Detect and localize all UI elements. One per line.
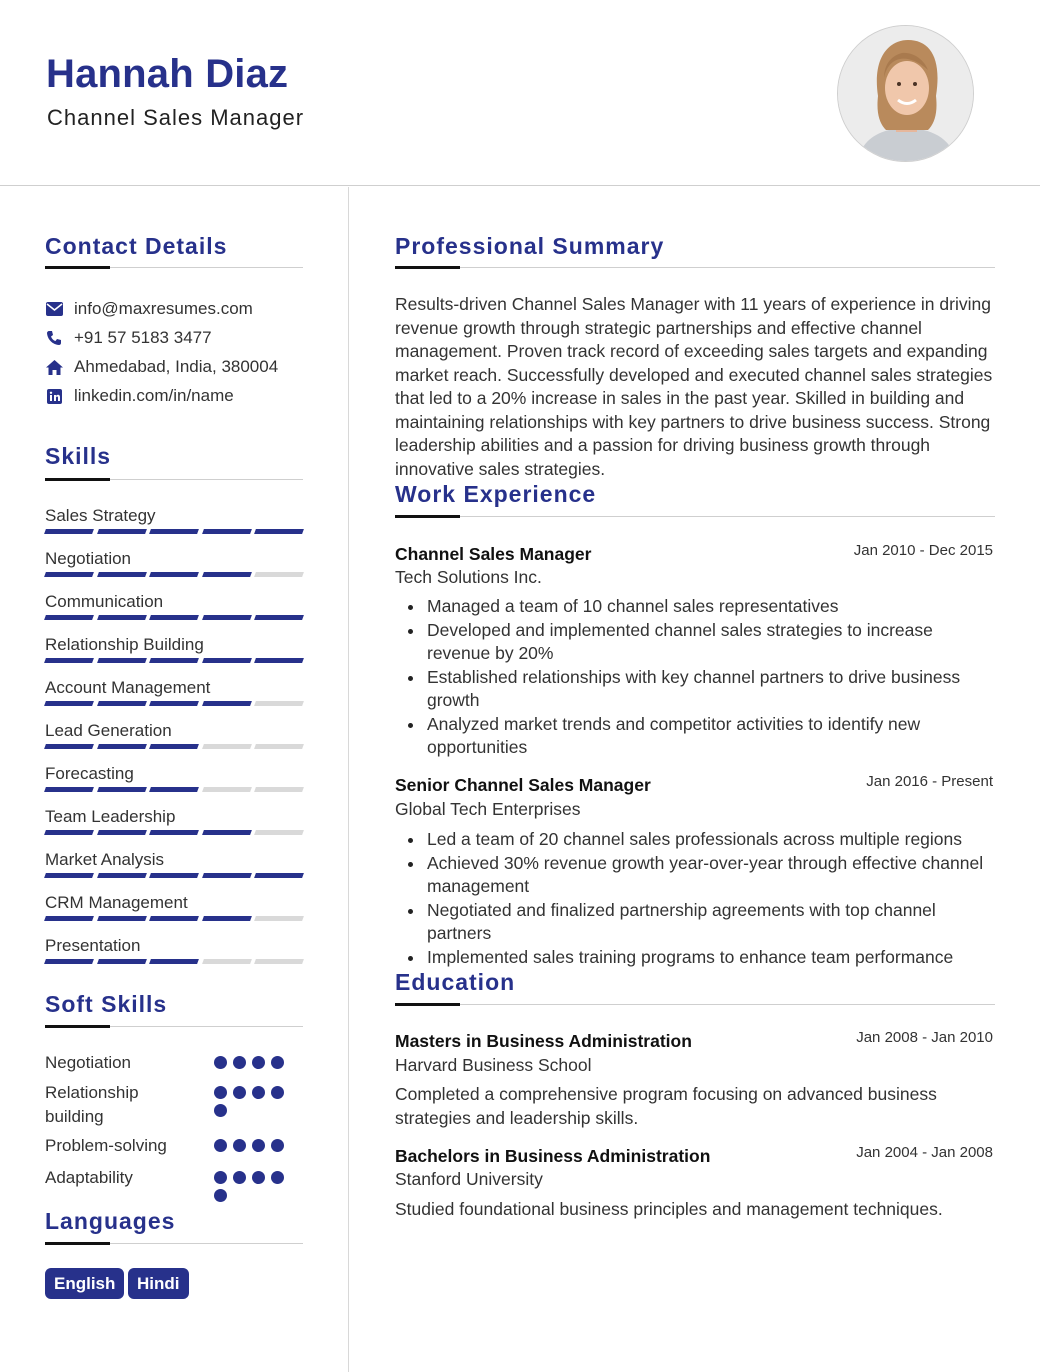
job-bullet: Managed a team of 10 channel sales representatives <box>427 595 997 619</box>
job-bullet: Established relationships with key channel partners to drive business growth <box>427 666 997 713</box>
rating-dot <box>271 1056 284 1069</box>
education-rule <box>395 1004 995 1005</box>
job-title: Channel Sales Manager <box>395 544 592 564</box>
edu-date: Jan 2004 - Jan 2008 <box>856 1144 993 1161</box>
skill-label: Sales Strategy <box>45 506 156 525</box>
skill-level-segment <box>44 744 93 749</box>
soft-skills-accent <box>45 1025 110 1028</box>
soft-skill-rating <box>214 1086 286 1117</box>
skill-level-bar <box>45 873 303 878</box>
skill-level-segment <box>44 658 93 663</box>
skill-level-segment <box>44 959 93 964</box>
skill-level-segment <box>202 701 251 706</box>
skill-level-bar <box>45 658 303 663</box>
soft-skills-section-title: Soft Skills <box>45 991 168 1017</box>
work-rule <box>395 516 995 517</box>
skill-label: Lead Generation <box>45 721 172 740</box>
contact-phone[interactable] <box>45 328 212 348</box>
rating-dot <box>214 1086 227 1099</box>
job-bullet: Negotiated and finalized partnership agreements with top channel partners <box>427 899 997 946</box>
skill-level-segment <box>202 873 251 878</box>
skill-level-segment <box>254 744 303 749</box>
skill-level-segment <box>149 959 198 964</box>
language-badge-hindi: Hindi <box>128 1268 189 1299</box>
skill-label: Negotiation <box>45 549 132 568</box>
edu-description: Studied foundational business principles and management techniques. <box>395 1199 943 1219</box>
soft-skill-label: Negotiation <box>45 1053 132 1072</box>
job-bullet: Implemented sales training programs to enhance team performance <box>427 946 997 970</box>
soft-skill-rating <box>214 1139 286 1152</box>
summary-rule <box>395 267 995 268</box>
skill-level-segment <box>44 529 93 534</box>
job-bullet: Led a team of 20 channel sales professionals across multiple regions <box>427 828 997 852</box>
rating-dot <box>252 1139 265 1152</box>
skill-level-segment <box>202 529 251 534</box>
contact-email-text: info@maxresumes.com <box>74 299 253 318</box>
skill-level-segment <box>202 744 251 749</box>
envelope-icon <box>45 300 63 318</box>
soft-skill-label: Problem-solving <box>45 1136 167 1155</box>
skill-level-segment <box>254 873 303 878</box>
education-section-title: Education <box>395 969 516 995</box>
column-divider <box>348 187 349 1372</box>
skill-level-bar <box>45 787 303 792</box>
skill-item <box>45 892 303 921</box>
skill-level-segment <box>149 830 198 835</box>
skill-level-segment <box>149 744 198 749</box>
skill-level-segment <box>44 916 93 921</box>
skill-level-segment <box>44 873 93 878</box>
edu-school: Stanford University <box>395 1169 543 1189</box>
skill-level-segment <box>44 701 93 706</box>
job-company: Global Tech Enterprises <box>395 799 581 819</box>
job-date: Jan 2010 - Dec 2015 <box>853 542 993 559</box>
skill-level-segment <box>97 916 146 921</box>
skill-level-bar <box>45 572 303 577</box>
rating-dot <box>233 1139 246 1152</box>
rating-dot <box>271 1086 284 1099</box>
skill-level-segment <box>149 873 198 878</box>
edu-degree: Masters in Business Administration <box>395 1031 692 1051</box>
skill-label: Team Leadership <box>45 807 176 826</box>
soft-skill-label: Relationship building <box>45 1083 139 1126</box>
phone-icon <box>45 329 63 347</box>
skill-level-segment <box>254 830 303 835</box>
job-bullet: Analyzed market trends and competitor activities to identify new opportunities <box>427 713 997 760</box>
rating-dot <box>271 1139 284 1152</box>
skill-level-bar <box>45 701 303 706</box>
skill-item <box>45 505 303 534</box>
profile-photo <box>837 25 974 162</box>
rating-dot <box>214 1056 227 1069</box>
summary-accent <box>395 266 460 269</box>
skill-level-segment <box>202 830 251 835</box>
job-date: Jan 2016 - Present <box>866 773 993 790</box>
rating-dot <box>252 1056 265 1069</box>
skill-item <box>45 591 303 620</box>
edu-degree: Bachelors in Business Administration <box>395 1146 711 1166</box>
skill-level-segment <box>254 572 303 577</box>
education-accent <box>395 1003 460 1006</box>
job-company: Tech Solutions Inc. <box>395 567 542 587</box>
skill-label: Presentation <box>45 936 141 955</box>
skill-item <box>45 935 303 964</box>
skill-level-segment <box>149 658 198 663</box>
rating-dot <box>252 1171 265 1184</box>
rating-dot <box>233 1171 246 1184</box>
skill-level-bar <box>45 615 303 620</box>
skill-item <box>45 763 303 792</box>
skill-level-segment <box>149 615 198 620</box>
edu-description: Completed a comprehensive program focusing on advanced business strategies and leadership skills. <box>395 1084 937 1128</box>
rating-dot <box>252 1086 265 1099</box>
contact-address-text: Ahmedabad, India, 380004 <box>74 357 279 376</box>
skill-level-segment <box>97 701 146 706</box>
edu-school: Harvard Business School <box>395 1055 592 1075</box>
skill-level-segment <box>44 572 93 577</box>
skill-level-segment <box>97 529 146 534</box>
skill-level-bar <box>45 830 303 835</box>
rating-dot <box>214 1139 227 1152</box>
skill-label: Account Management <box>45 678 211 697</box>
skill-level-bar <box>45 529 303 534</box>
skill-level-segment <box>202 916 251 921</box>
job-bullet: Achieved 30% revenue growth year-over-year through effective channel management <box>427 852 997 899</box>
skill-level-segment <box>254 615 303 620</box>
work-accent <box>395 515 460 518</box>
soft-skill-rating <box>214 1171 286 1202</box>
skill-label: Communication <box>45 592 164 611</box>
skill-item <box>45 849 303 878</box>
skill-level-bar <box>45 744 303 749</box>
skill-level-segment <box>97 744 146 749</box>
skill-level-segment <box>149 916 198 921</box>
contact-linkedin-text: linkedin.com/in/name <box>74 386 234 405</box>
skill-level-segment <box>97 787 146 792</box>
skill-level-segment <box>202 658 251 663</box>
skill-level-segment <box>202 572 251 577</box>
contact-email[interactable] <box>45 299 253 319</box>
skills-section-title: Skills <box>45 443 112 469</box>
skill-level-segment <box>149 701 198 706</box>
skill-level-segment <box>254 658 303 663</box>
skill-level-segment <box>254 916 303 921</box>
languages-section-title: Languages <box>45 1208 176 1234</box>
linkedin-icon <box>45 387 63 405</box>
skill-level-segment <box>97 959 146 964</box>
skill-level-segment <box>97 658 146 663</box>
skill-label: Market Analysis <box>45 850 165 869</box>
rating-dot <box>233 1086 246 1099</box>
skill-level-segment <box>97 830 146 835</box>
skill-level-segment <box>44 830 93 835</box>
rating-dot <box>214 1171 227 1184</box>
job-bullet: Developed and implemented channel sales strategies to increase revenue by 20% <box>427 619 997 666</box>
contact-phone-text: +91 57 5183 3477 <box>74 328 212 347</box>
contact-accent <box>45 266 110 269</box>
languages-accent <box>45 1242 110 1245</box>
summary-section-title: Professional Summary <box>395 233 665 259</box>
contact-section-title: Contact Details <box>45 233 228 259</box>
skill-level-segment <box>97 615 146 620</box>
skill-item <box>45 720 303 749</box>
skill-level-segment <box>202 615 251 620</box>
skill-level-segment <box>254 787 303 792</box>
skill-label: Forecasting <box>45 764 134 783</box>
edu-date: Jan 2008 - Jan 2010 <box>856 1029 993 1046</box>
skill-level-segment <box>44 615 93 620</box>
skill-label: Relationship Building <box>45 635 204 654</box>
contact-linkedin[interactable] <box>45 386 234 406</box>
candidate-role: Channel Sales Manager <box>47 105 305 130</box>
skill-level-segment <box>44 787 93 792</box>
language-badge-english: English <box>45 1268 124 1299</box>
skill-label: CRM Management <box>45 893 188 912</box>
candidate-name: Hannah Diaz <box>46 52 289 96</box>
rating-dot <box>271 1171 284 1184</box>
job-title: Senior Channel Sales Manager <box>395 775 651 795</box>
resume-header <box>0 0 1040 186</box>
skill-item <box>45 634 303 663</box>
skills-accent <box>45 478 110 481</box>
work-section-title: Work Experience <box>395 481 597 507</box>
contact-address <box>45 357 278 377</box>
rating-dot <box>233 1056 246 1069</box>
skill-level-bar <box>45 916 303 921</box>
skill-level-bar <box>45 959 303 964</box>
skill-level-segment <box>202 959 251 964</box>
job-bullets <box>427 828 997 969</box>
skill-level-segment <box>149 572 198 577</box>
job-bullets <box>427 595 997 760</box>
soft-skill-label: Adaptability <box>45 1168 133 1187</box>
skill-item <box>45 548 303 577</box>
skill-level-segment <box>202 787 251 792</box>
home-icon <box>45 358 63 376</box>
rating-dot <box>214 1189 227 1202</box>
skill-level-segment <box>254 529 303 534</box>
soft-skill-rating <box>214 1056 286 1069</box>
skill-item <box>45 806 303 835</box>
skill-level-segment <box>254 959 303 964</box>
skill-item <box>45 677 303 706</box>
rating-dot <box>214 1104 227 1117</box>
summary-text: Results-driven Channel Sales Manager with 11 years of experience in driving revenue growth through strategic partnerships and effective channel management. Proven track record of exceeding sales targets and expanding market reach. Successfully developed and executed channel sales strategies that led to a 20% increase in sales in the past year. Skilled in building and maintaining relationships with key partners to drive business success. Strong leadership abilities and a passion for driving business growth through innovative sales strategies. <box>395 294 993 479</box>
skill-level-segment <box>254 701 303 706</box>
skill-level-segment <box>149 787 198 792</box>
skill-level-segment <box>97 873 146 878</box>
skill-level-segment <box>149 529 198 534</box>
skill-level-segment <box>97 572 146 577</box>
